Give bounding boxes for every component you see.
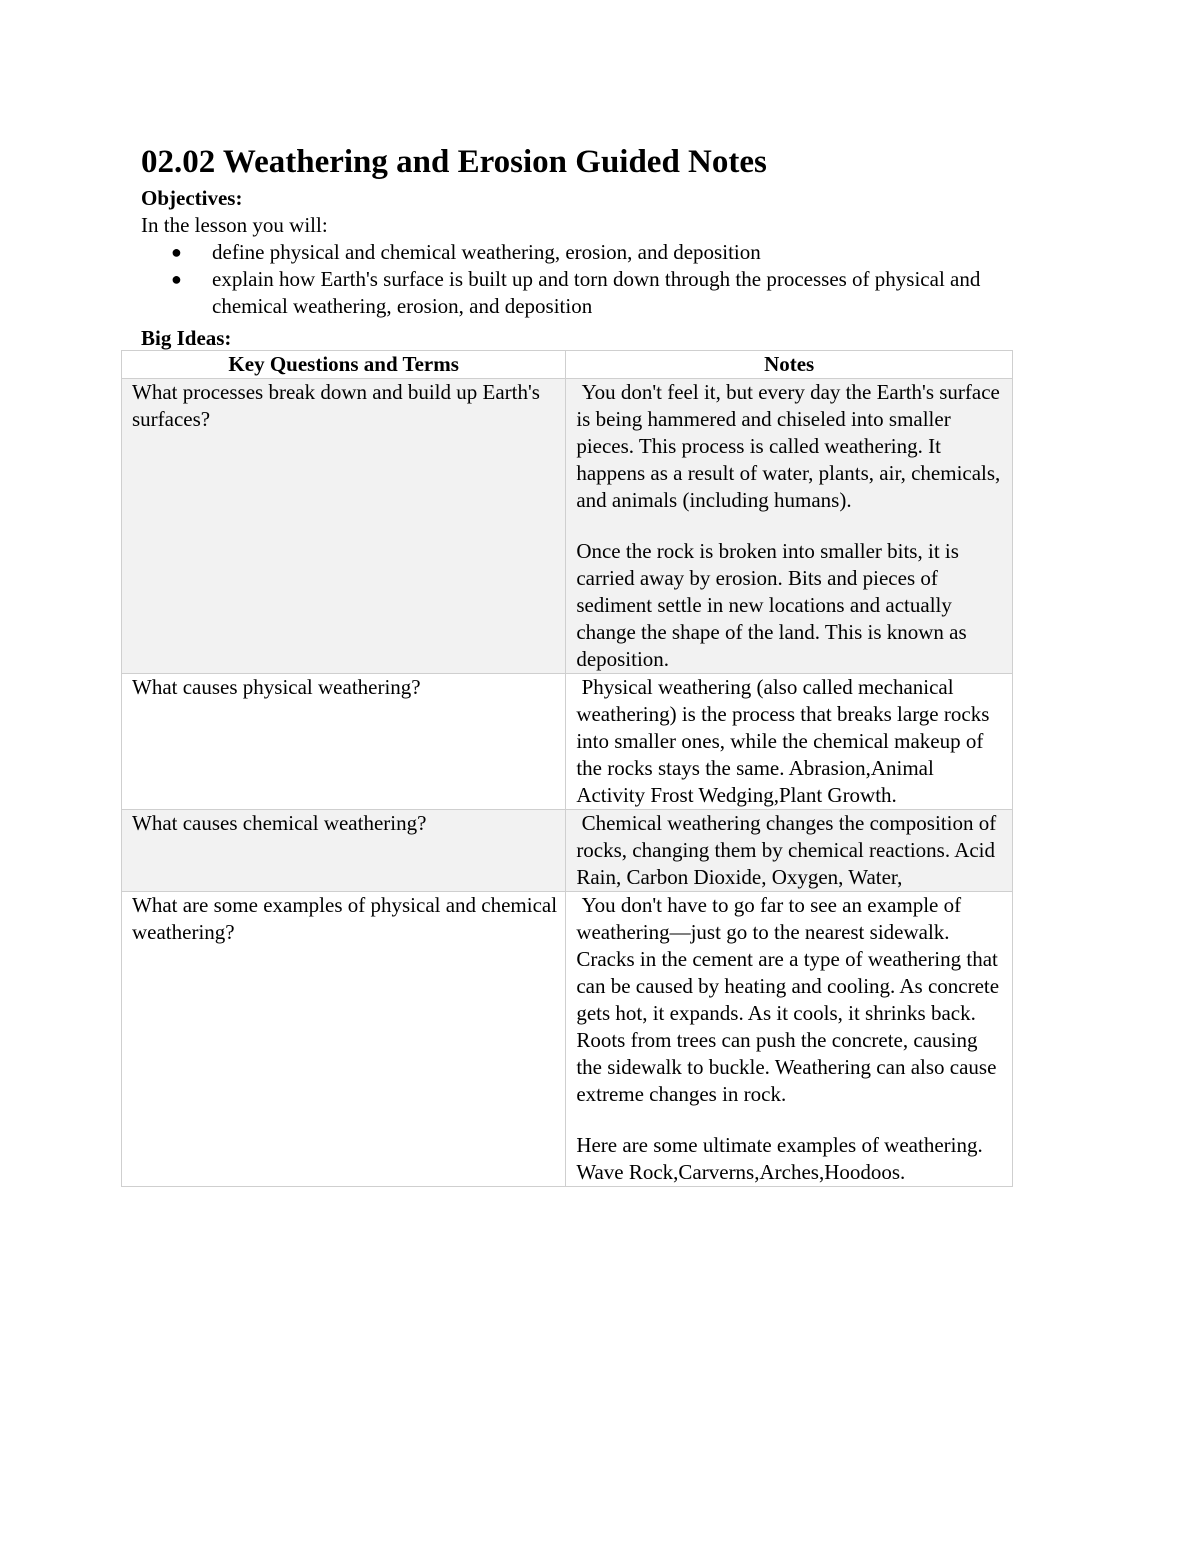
table-row	[122, 892, 1013, 1187]
notes-paragraph: Here are some ultimate examples of weathering. Wave Rock,Carverns,Arches,Hoodoos.	[576, 1133, 983, 1184]
table-row	[122, 379, 1013, 674]
bullet-icon: ●	[171, 242, 182, 262]
notes-table	[121, 350, 1013, 1187]
table-row	[122, 810, 1013, 892]
question-text: What processes break down and build up Earth's surfaces?	[132, 380, 540, 431]
table-row	[122, 674, 1013, 810]
notes-paragraph: Physical weathering (also called mechanical weathering) is the process that breaks large rocks into smaller ones, while the chemical makeup of the rocks stays the same. Abrasion,Animal Activity Frost Wedging,Plant Growth.	[576, 675, 995, 807]
question-text: What causes chemical weathering?	[132, 811, 427, 835]
notes-cell	[566, 810, 1013, 892]
question-cell	[122, 379, 566, 674]
question-text: What are some examples of physical and chemical weathering?	[132, 893, 558, 944]
objective-text: define physical and chemical weathering, erosion, and deposition	[212, 240, 761, 264]
question-cell	[122, 810, 566, 892]
big-ideas-heading: Big Ideas:	[141, 326, 232, 350]
objectives-heading: Objectives:	[141, 186, 243, 210]
objectives-intro: In the lesson you will:	[141, 213, 328, 237]
notes-cell	[566, 892, 1013, 1187]
page-title: 02.02 Weathering and Erosion Guided Notes	[141, 144, 767, 180]
table-header-row	[122, 351, 1013, 379]
question-cell	[122, 674, 566, 810]
objective-text: explain how Earth's surface is built up and torn down through the processes of physical and chemical weathering, erosion, and deposition	[212, 267, 981, 318]
column-header-questions: Key Questions and Terms	[122, 351, 566, 379]
notes-cell	[566, 379, 1013, 674]
notes-cell	[566, 674, 1013, 810]
column-header-notes: Notes	[566, 351, 1013, 379]
notes-paragraph: You don't feel it, but every day the Earth's surface is being hammered and chiseled into smaller pieces. This process is called weathering. It happens as a result of water, plants, air, chemicals, and animals (including humans).	[576, 380, 1006, 512]
bullet-icon: ●	[171, 269, 182, 289]
question-cell	[122, 892, 566, 1187]
objective-item	[141, 239, 1041, 266]
objectives-list	[141, 239, 1041, 320]
notes-paragraph: Once the rock is broken into smaller bits, it is carried away by erosion. Bits and pieces of sediment settle in new locations and actually change the shape of the land. This is known as deposition.	[576, 539, 967, 671]
objective-item	[141, 266, 1041, 320]
notes-paragraph: You don't have to go far to see an example of weathering—just go to the nearest sidewalk. Cracks in the cement are a type of weathering that can be caused by heating and cooling. As concrete gets hot, it expands. As it cools, it shrinks back. Roots from trees can push the concrete, causing the sidewalk to buckle. Weathering can also cause extreme changes in rock.	[576, 893, 1005, 1106]
notes-paragraph: Chemical weathering changes the composition of rocks, changing them by chemical reactions. Acid Rain, Carbon Dioxide, Oxygen, Water,	[576, 811, 1002, 889]
question-text: What causes physical weathering?	[132, 675, 421, 699]
